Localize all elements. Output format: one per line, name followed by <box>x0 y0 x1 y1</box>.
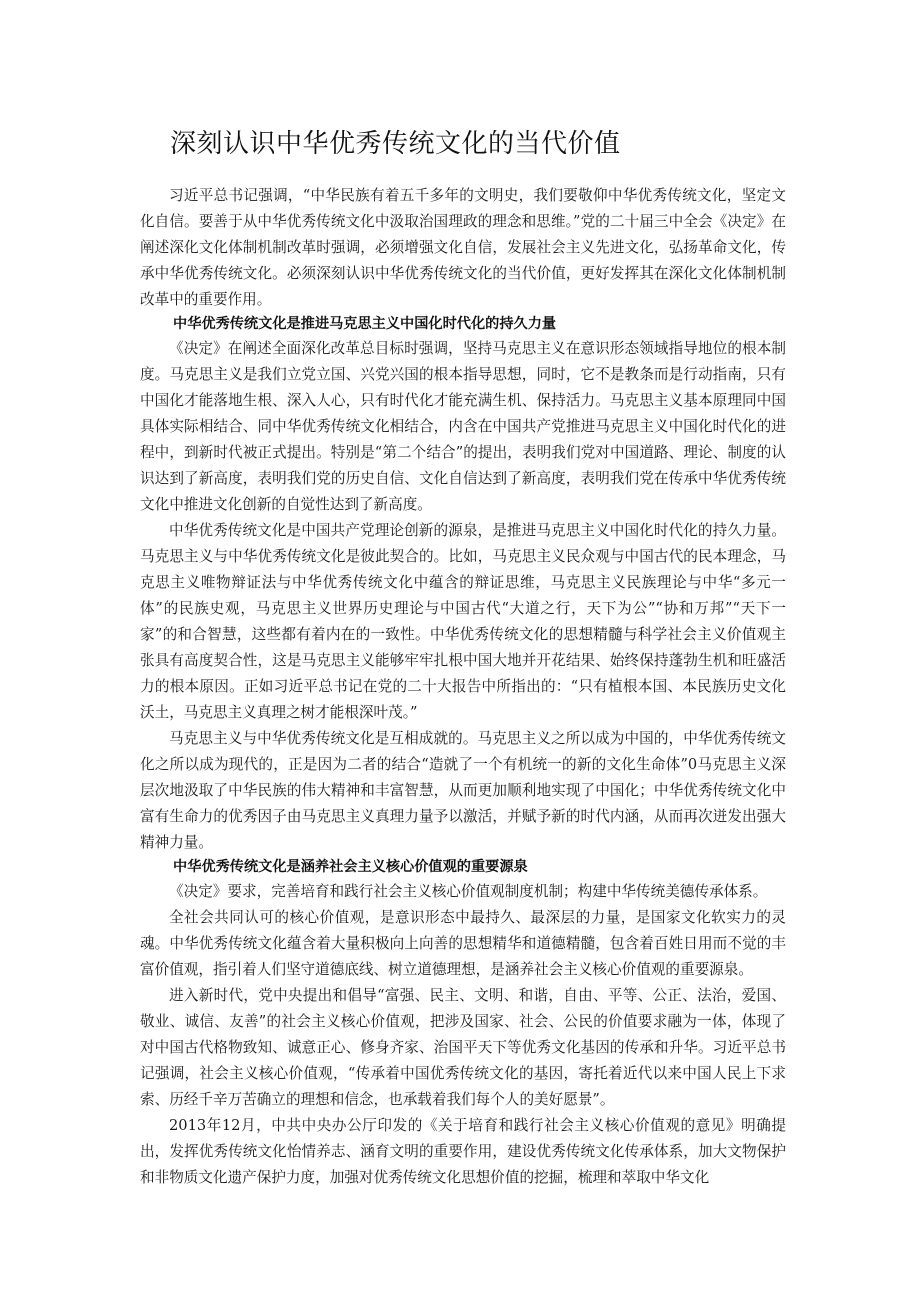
paragraph: 进入新时代，党中央提出和倡导“富强、民主、文明、和谐，自由、平等、公正、法治，爱国、敬业、诚信、友善”的社会主义核心价值观，把涉及国家、社会、公民的价值要求融为一体，体现了对中国古代格物致知、诚意正心、修身齐家、治国平天下等优秀文化基因的传承和升华。习近平总书记强调，社会主义核心价值观，“传承着中国优秀传统文化的基因，寄托着近代以来中国人民上下求索、历经千辛万苦确立的理想和信念，也承载着我们每个人的美好愿景”。 <box>140 987 786 1108</box>
paragraph: 《决定》在阐述全面深化改革总目标时强调，坚持马克思主义在意识形态领域指导地位的根本制度。马克思主义是我们立党立国、兴党兴国的根本指导思想，同时，它不是教条而是行动指南，只有中国化才能落地生根、深入人心，只有时代化才能充满生机、保持活力。马克思主义基本原理同中国具体实际相结合、同中华优秀传统文化相结合，内含在中国共产党推进马克思主义中国化时代化的进程中，到新时代被正式提出。特别是“第二个结合”的提出，表明我们党对中国道路、理论、制度的认识达到了新高度，表明我们党的历史自信、文化自信达到了新高度，表明我们党在传承中华优秀传统文化中推进文化创新的自觉性达到了新高度。 <box>140 340 786 513</box>
paragraph: 中华优秀传统文化是中国共产党理论创新的源泉，是推进马克思主义中国化时代化的持久力量。马克思主义与中华优秀传统文化是彼此契合的。比如，马克思主义民众观与中国古代的民本理念，马克思主义唯物辩证法与中华优秀传统文化中蕴含的辩证思维，马克思主义民族理论与中华“多元一体”的民族史观，马克思主义世界历史理论与中国古代“大道之行，天下为公”“协和万邦”“天下一家”的和合智慧，这些都有着内在的一致性。中华优秀传统文化的思想精髓与科学社会主义价值观主张具有高度契合性，这是马克思主义能够牢牢扎根中国大地并开花结果、始终保持蓬勃生机和旺盛活力的根本原因。正如习近平总书记在党的二十大报告中所指出的：“只有植根本国、本民族历史文化沃土，马克思主义真理之树才能根深叶茂。” <box>140 522 786 721</box>
paragraph: 《决定》要求，完善培育和践行社会主义核心价值观制度机制；构建中华传统美德传承体系。 <box>169 883 768 900</box>
document-title: 深刻认识中华优秀传统文化的当代价值 <box>170 129 621 159</box>
section-heading: 中华优秀传统文化是推进马克思主义中国化时代化的持久力量 <box>173 316 557 332</box>
document-body <box>140 183 786 1191</box>
paragraph: 马克思主义与中华优秀传统文化是互相成就的。马克思主义之所以成为中国的，中华优秀传统文化之所以成为现代的，正是因为二者的结合“造就了一个有机统一的新的文化生命体”0马克思主义深层次地汲取了中华民族的伟大精神和丰富智慧，从而更加顺利地实现了中国化；中华优秀传统文化中富有生命力的优秀因子由马克思主义真理力量予以激活，并赋予新的时代内涵，从而再次迸发出强大精神力量。 <box>140 730 786 851</box>
paragraph: 全社会共同认可的核心价值观，是意识形态中最持久、最深层的力量，是国家文化软实力的灵魂。中华优秀传统文化蕴含着大量积极向上向善的思想精华和道德精髓，包含着百姓日用而不觉的丰富价值观，指引着人们坚守道德底线、树立道德理想，是涵养社会主义核心价值观的重要源泉。 <box>140 909 786 978</box>
section-heading: 中华优秀传统文化是涵养社会主义核心价值观的重要源泉 <box>173 859 528 875</box>
paragraph: 习近平总书记强调，“中华民族有着五千多年的文明史，我们要敬仰中华优秀传统文化，坚定文化自信。要善于从中华优秀传统文化中汲取治国理政的理念和思维。”党的二十届三中全会《决定》在阐述深化文化体制机制改革时强调，必须增强文化自信，发展社会主义先进文化，弘扬革命文化，传承中华优秀传统文化。必须深刻认识中华优秀传统文化的当代价值，更好发挥其在深化文化体制机制改革中的重要作用。 <box>140 187 786 308</box>
paragraph: 2013年12月，中共中央办公厅印发的《关于培育和践行社会主义核心价值观的意见》明确提出，发挥优秀传统文化怡情养志、涵育文明的重要作用，建设优秀传统文化传承体系，加大文物保护和非物质文化遗产保护力度，加强对优秀传统文化思想价值的挖掘，梳理和萃取中华文化 <box>140 1117 786 1186</box>
